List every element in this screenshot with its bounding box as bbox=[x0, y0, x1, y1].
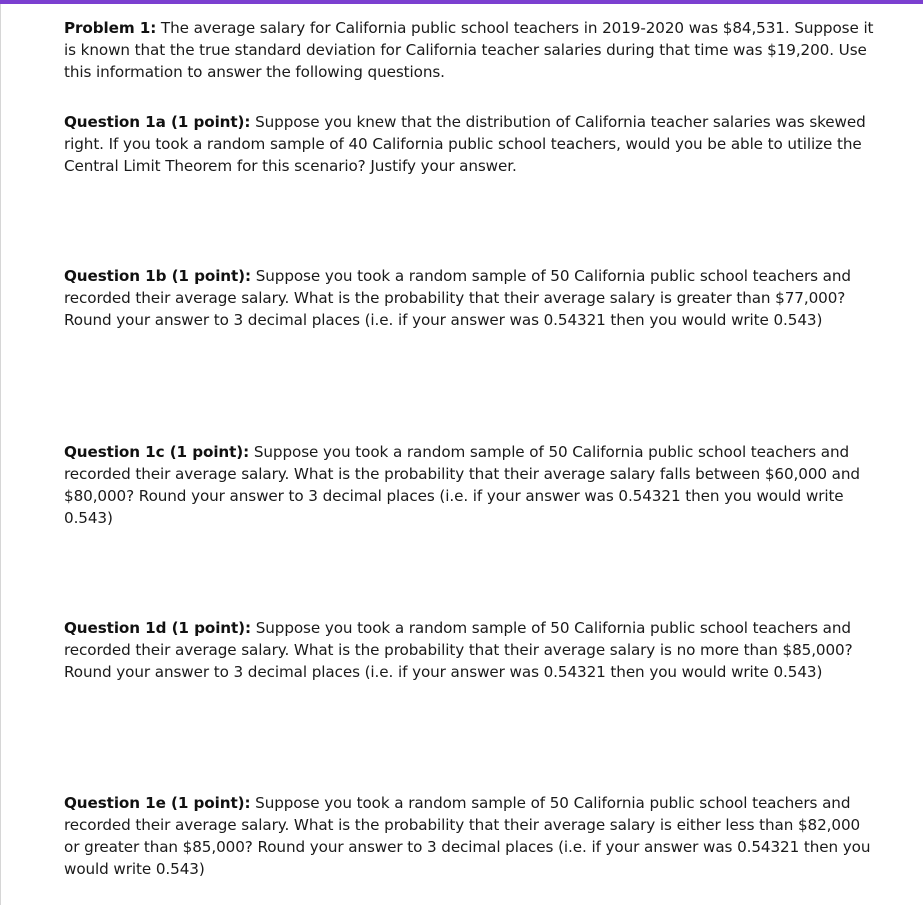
question-1d-text: Suppose you took a random sample of 50 California public school teachers and recorded their average salary. What is the probability that their average salary is no more than $85,000? Round your answer to 3 decimal places (i.e. if your answer was 0.54321 then you would write 0.543) bbox=[64, 619, 853, 681]
problem-statement bbox=[64, 17, 879, 83]
question-1e-text: Suppose you took a random sample of 50 California public school teachers and recorded their average salary. What is the probability that their average salary is either less than $82,000 or greater than $85,000? Round your answer to 3 decimal places (i.e. if your answer was 0.54321 then you would write 0.543) bbox=[64, 794, 871, 878]
question-1e-label: Question 1e (1 point): bbox=[64, 794, 251, 812]
question-1c bbox=[64, 441, 879, 529]
question-1a-text: Suppose you knew that the distribution of California teacher salaries was skewed right. If you took a random sample of 40 California public school teachers, would you be able to utilize the Central Limit Theorem for this scenario? Justify your answer. bbox=[64, 113, 866, 175]
question-1e bbox=[64, 792, 879, 880]
question-1a-label: Question 1a (1 point): bbox=[64, 113, 251, 131]
document-page bbox=[0, 4, 923, 905]
question-1d-label: Question 1d (1 point): bbox=[64, 619, 251, 637]
problem-label: Problem 1: bbox=[64, 19, 157, 37]
question-1c-text: Suppose you took a random sample of 50 California public school teachers and recorded their average salary. What is the probability that their average salary falls between $60,000 and $80,000? Round your answer to 3 decimal places (i.e. if your answer was 0.54321 then you would write 0.543) bbox=[64, 443, 860, 527]
question-1b-label: Question 1b (1 point): bbox=[64, 267, 251, 285]
question-1a bbox=[64, 111, 879, 177]
question-1c-label: Question 1c (1 point): bbox=[64, 443, 250, 461]
question-1b bbox=[64, 265, 879, 331]
question-1b-text: Suppose you took a random sample of 50 California public school teachers and recorded their average salary. What is the probability that their average salary is greater than $77,000? Round your answer to 3 decimal places (i.e. if your answer was 0.54321 then you would write 0.543) bbox=[64, 267, 851, 329]
question-1d bbox=[64, 617, 879, 683]
problem-text: The average salary for California public school teachers in 2019-2020 was $84,531. Suppose it is known that the true standard deviation for California teacher salaries during that time was $19,200. Use this information to answer the following questions. bbox=[64, 19, 874, 81]
